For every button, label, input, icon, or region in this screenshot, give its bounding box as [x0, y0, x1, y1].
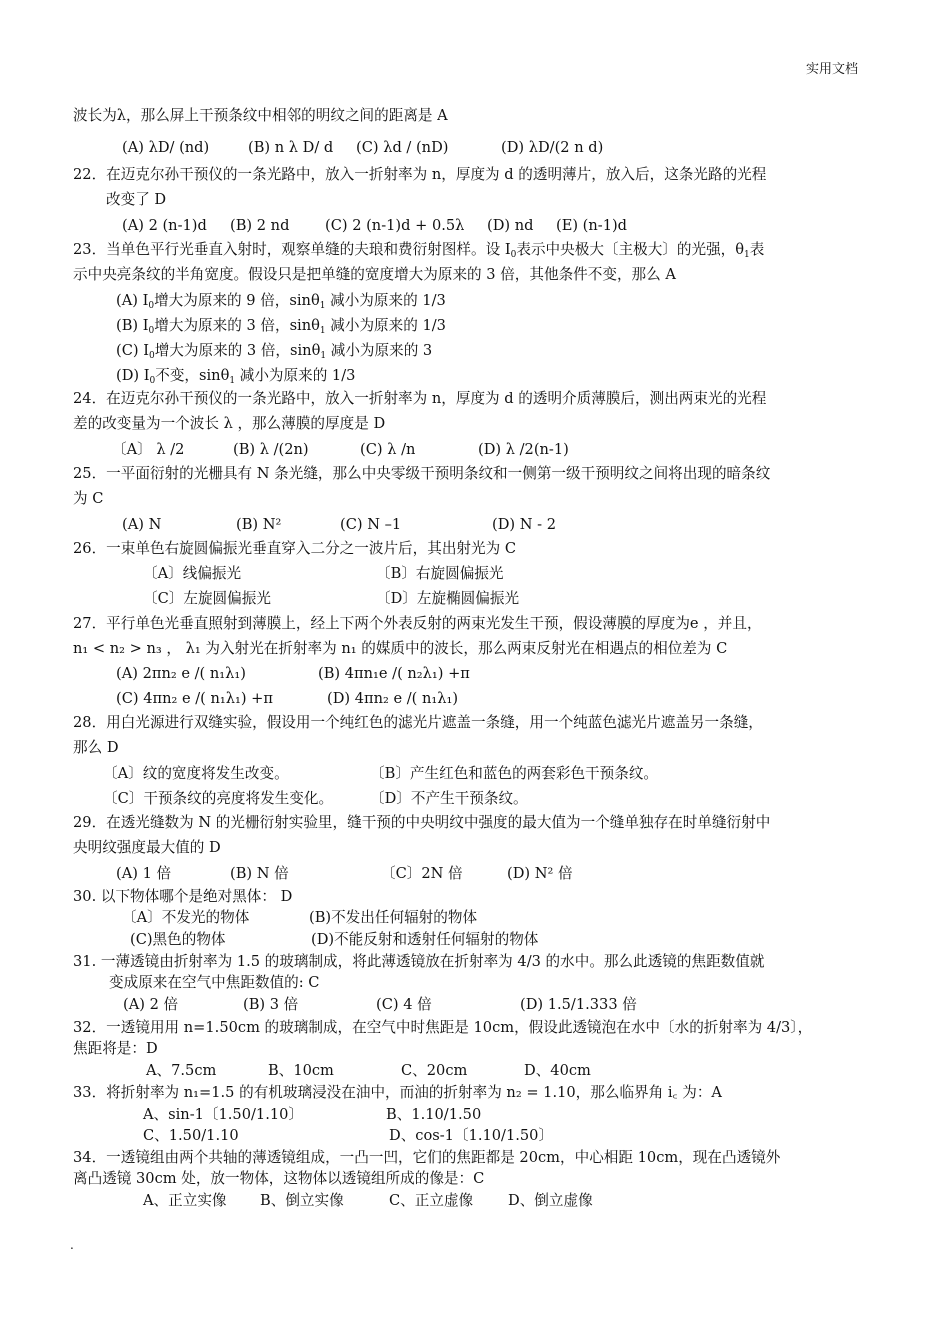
q25-option-c: (C) N –1: [340, 516, 402, 533]
q32-option-c: C、20cm: [401, 1062, 468, 1079]
q33-stem: 33．将折射率为 n₁=1.5 的有机玻璃浸没在油中，而油的折射率为 n₂ = 1.10，那么临界角 i꜀ 为：A: [73, 1084, 722, 1101]
q30-option-a: 〔A〕不发光的物体: [122, 909, 250, 926]
q26-option-b: 〔B〕右旋圆偏振光: [376, 565, 504, 582]
q30-option-b: (B)不发出任何辐射的物体: [309, 909, 478, 926]
q30-option-d: (D)不能反射和透射任何辐射的物体: [311, 931, 539, 948]
q34-option-b: B、倒立实像: [260, 1192, 344, 1209]
q30-stem: 30. 以下物体哪个是绝对黑体： D: [73, 888, 293, 905]
q21-option-c: (C) λd / (nD): [356, 139, 449, 156]
q27-option-a: (A) 2πn₂ e /( n₁λ₁): [116, 665, 246, 682]
q31-option-a: (A) 2 倍: [123, 996, 179, 1013]
q23-option-b: (B) $I_0$增大为原来的 3 倍，sinθ$_1$ 减小为原来的 1/3: [116, 317, 446, 336]
q22-option-d: (D) nd: [487, 217, 534, 234]
q22-line2: 改变了 D: [106, 191, 167, 208]
q29-option-c: 〔C〕2N 倍: [381, 865, 463, 882]
q33-option-c: C、1.50/1.10: [143, 1127, 239, 1144]
q31-option-c: (C) 4 倍: [376, 996, 432, 1013]
q33-option-a: A、sin-1〔1.50/1.10〕: [143, 1106, 303, 1123]
q28-option-a: 〔A〕纹的宽度将发生改变。: [103, 765, 289, 782]
q22-option-a: (A) 2 (n-1)d: [122, 217, 207, 234]
q31-option-d: (D) 1.5/1.333 倍: [520, 996, 637, 1013]
q24-line2: 差的改变量为一个波长 λ ，那么薄膜的厚度是 D: [73, 415, 386, 432]
q24-option-d: (D) λ /2(n-1): [478, 441, 569, 458]
q29-option-a: (A) 1 倍: [116, 865, 172, 882]
q26-option-c: 〔C〕左旋圆偏振光: [143, 590, 271, 607]
q33-option-d: D、cos-1〔1.10/1.50〕: [389, 1127, 554, 1144]
q26-stem: 26．一束单色右旋圆偏振光垂直穿入二分之一波片后，其出射光为 C: [73, 540, 517, 557]
q25-line1: 25．一平面衍射的光栅具有 N 条光缝，那么中央零级干预明条纹和一侧第一级干预明纹之间将出现的暗条纹: [73, 465, 771, 482]
q27-option-c: (C) 4πn₂ e /( n₁λ₁) +π: [116, 690, 273, 707]
q27-line1: 27．平行单色光垂直照射到薄膜上，经上下两个外表反射的两束光发生干预，假设薄膜的厚度为e ，并且，: [73, 615, 762, 632]
q32-option-a: A、7.5cm: [146, 1062, 217, 1079]
q22-option-e: (E) (n-1)d: [556, 217, 628, 234]
q29-line1: 29．在透光缝数为 N 的光栅衍射实验里，缝干预的中央明纹中强度的最大值为一个缝单独存在时单缝衍射中: [73, 814, 771, 831]
q23-line2: 示中央亮条纹的半角宽度。假设只是把单缝的宽度增大为原来的 3 倍，其他条件不变，那么 A: [73, 266, 676, 283]
q26-option-d: 〔D〕左旋椭圆偏振光: [376, 590, 520, 607]
q27-option-b: (B) 4πn₁e /( n₂λ₁) +π: [318, 665, 470, 682]
q23-option-d: (D) $I_0$不变，sinθ$_1$ 减小为原来的 1/3: [116, 367, 356, 386]
q32-option-d: D、40cm: [524, 1062, 591, 1079]
q34-line1: 34．一透镜组由两个共轴的薄透镜组成，一凸一凹，它们的焦距都是 20cm，中心相距 10cm，现在凸透镜外: [73, 1149, 781, 1166]
q34-option-c: C、正立虚像: [389, 1192, 474, 1209]
q33-option-b: B、1.10/1.50: [386, 1106, 482, 1123]
q28-line1: 28．用白光源进行双缝实验，假设用一个纯红色的滤光片遮盖一条缝，用一个纯蓝色滤光片遮盖另一条缝，: [73, 714, 763, 731]
q27-option-d: (D) 4πn₂ e /( n₁λ₁): [327, 690, 459, 707]
q28-option-c: 〔C〕干预条纹的亮度将发生变化。: [103, 790, 334, 807]
q31-line2: 变成原来在空气中焦距数值的: C: [109, 974, 320, 991]
q32-line2: 焦距将是：D: [73, 1040, 158, 1057]
q23-option-a: (A) $I_0$增大为原来的 9 倍，sinθ$_1$ 减小为原来的 1/3: [116, 292, 446, 311]
page-header: 实用文档: [806, 62, 859, 77]
q22-option-b: (B) 2 nd: [230, 217, 290, 234]
q21-option-a: (A) λD/ (nd): [122, 139, 210, 156]
q29-line2: 央明纹强度最大值的 D: [73, 839, 221, 856]
q25-line2: 为 C: [73, 490, 104, 507]
q34-option-a: A、正立实像: [143, 1192, 227, 1209]
q29-option-b: (B) N 倍: [230, 865, 289, 882]
q32-line1: 32．一透镜用用 n=1.50cm 的玻璃制成，在空气中时焦距是 10cm，假设此透镜泡在水中〔水的折射率为 4/3〕，: [73, 1019, 813, 1036]
q34-option-d: D、倒立虚像: [508, 1192, 593, 1209]
q29-option-d: (D) N² 倍: [507, 865, 573, 882]
q25-option-d: (D) N - 2: [492, 516, 556, 533]
q25-option-b: (B) N²: [236, 516, 282, 533]
q24-line1: 24．在迈克尔孙干预仪的一条光路中，放入一折射率为 n，厚度为 d 的透明介质薄膜后，测出两束光的光程: [73, 390, 767, 407]
q26-option-a: 〔A〕线偏振光: [143, 565, 242, 582]
q24-option-b: (B) λ /(2n): [233, 441, 309, 458]
q32-option-b: B、10cm: [268, 1062, 334, 1079]
q31-option-b: (B) 3 倍: [243, 996, 299, 1013]
q22-line1: 22．在迈克尔孙干预仪的一条光路中，放入一折射率为 n，厚度为 d 的透明薄片，放入后，这条光路的光程: [73, 166, 767, 183]
q23-line1: 23．当单色平行光垂直入射时，观察单缝的夫琅和费衍射图样。设 $I_0$表示中央极大〔主极大〕的光强，$\theta_1$表: [73, 241, 765, 260]
q24-option-c: (C) λ /n: [360, 441, 416, 458]
q34-line2: 离凸透镜 30cm 处，放一物体，这物体以透镜组所成的像是：C: [73, 1170, 485, 1187]
q24-option-a: 〔A〕 λ /2: [112, 441, 185, 458]
q25-option-a: (A) N: [122, 516, 162, 533]
footer-dot: .: [70, 1238, 74, 1252]
q21-option-b: (B) n λ D/ d: [248, 139, 334, 156]
q22-option-c: (C) 2 (n-1)d + 0.5λ: [325, 217, 465, 234]
q21-option-d: (D) λD/(2 n d): [501, 139, 604, 156]
q31-line1: 31. 一薄透镜由折射率为 1.5 的玻璃制成，将此薄透镜放在折射率为 4/3 的水中。那么此透镜的焦距数值就: [73, 953, 765, 970]
q27-line2: n₁ < n₂ > n₃ ， λ₁ 为入射光在折射率为 n₁ 的媒质中的波长，那么两束反射光在相遇点的相位差为 C: [73, 640, 728, 657]
q28-option-d: 〔D〕不产生干预条纹。: [370, 790, 528, 807]
q28-line2: 那么 D: [73, 739, 119, 756]
q30-option-c: (C)黑色的物体: [130, 931, 226, 948]
q28-option-b: 〔B〕产生红色和蓝色的两套彩色干预条纹。: [370, 765, 659, 782]
q23-option-c: (C) $I_0$增大为原来的 3 倍，sinθ$_1$ 减小为原来的 3: [116, 342, 433, 361]
q21-stem: 波长为λ，那么屏上干预条纹中相邻的明纹之间的距离是 A: [73, 107, 448, 124]
